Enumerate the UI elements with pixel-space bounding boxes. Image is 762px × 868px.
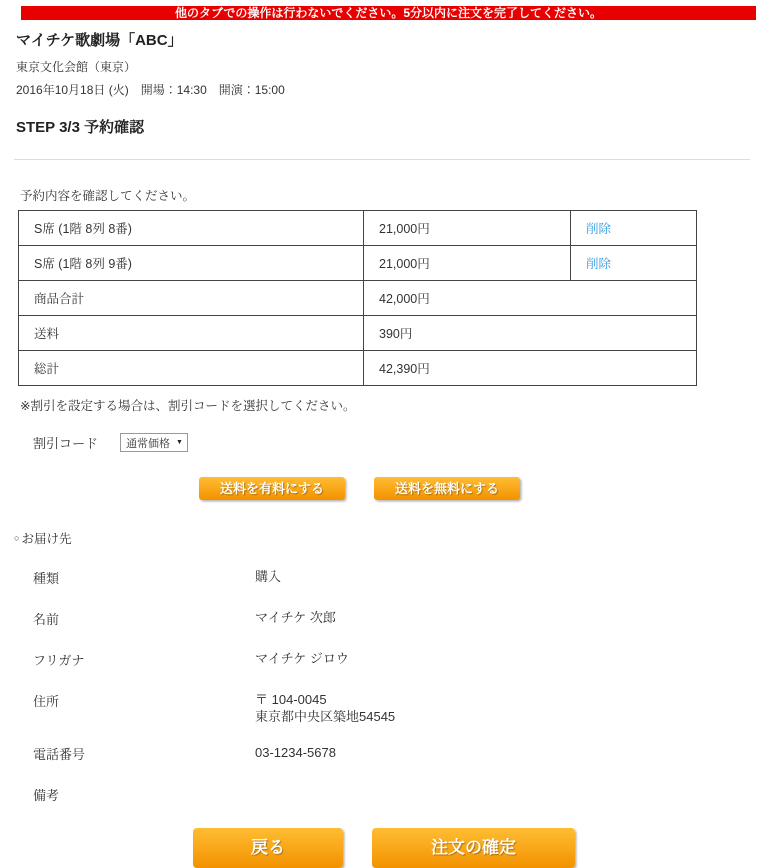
event-venue: 東京文化会館（東京）	[16, 60, 137, 74]
total-value: 42,390円	[364, 351, 697, 386]
shipping-label: 送料	[19, 316, 364, 351]
confirm-instruction: 予約内容を確認してください。	[20, 189, 196, 203]
postal-code: 〒 104-0045	[255, 692, 327, 707]
total-label: 総計	[19, 351, 364, 386]
subtotal-label: 商品合計	[19, 281, 364, 316]
seat-price: 21,000円	[364, 246, 571, 281]
field-label: 電話番号	[33, 747, 86, 762]
table-row-seat-1	[19, 211, 697, 246]
event-title: マイチケ歌劇場「ABC」	[16, 32, 183, 49]
seat-price: 21,000円	[364, 211, 571, 246]
field-label: 名前	[33, 612, 60, 627]
event-schedule: 2016年10月18日 (火) 開場：14:30 開演：15:00	[16, 83, 285, 97]
footer-buttons-row	[193, 828, 762, 868]
discount-code-selected-value: 通常価格	[126, 437, 171, 450]
delivery-fields	[33, 568, 762, 804]
chevron-down-icon: ▼	[176, 439, 183, 446]
table-row-shipping	[19, 316, 697, 351]
field-value: マイチケ ジロウ	[255, 651, 349, 666]
make-shipping-free-button[interactable]: 送料を無料にする	[374, 477, 520, 500]
seat-label: S席 (1階 8列 8番)	[19, 211, 364, 246]
reservation-confirmation-page	[0, 6, 762, 857]
field-row-remarks	[33, 785, 762, 804]
field-row-furigana	[33, 650, 762, 669]
field-value	[255, 691, 395, 725]
field-label: 種類	[33, 571, 60, 586]
subtotal-value: 42,000円	[364, 281, 697, 316]
field-value: マイチケ 次郎	[255, 610, 336, 625]
seat-label: S席 (1階 8列 9番)	[19, 246, 364, 281]
field-row-phone	[33, 744, 762, 763]
time-limit-alert-banner: 他のタブでの操作は行わないでください。5分以内に注文を完了してください。	[21, 6, 756, 20]
field-row-address	[33, 691, 762, 725]
shipping-buttons-row	[199, 477, 762, 500]
field-row-type	[33, 568, 762, 587]
confirm-order-button[interactable]: 注文の確定	[372, 828, 575, 868]
discount-note: ※割引を設定する場合は、割引コードを選択してください。	[20, 399, 356, 413]
step-heading: STEP 3/3 予約確認	[16, 119, 145, 136]
order-summary-table	[18, 210, 697, 386]
table-row-total	[19, 351, 697, 386]
back-button[interactable]: 戻る	[193, 828, 343, 868]
circle-bullet-icon: ○	[14, 533, 20, 543]
section-divider	[14, 159, 750, 160]
discount-code-row	[33, 433, 762, 452]
field-label: フリガナ	[33, 653, 85, 668]
discount-code-label: 割引コード	[33, 436, 99, 451]
field-value: 購入	[255, 569, 282, 584]
shipping-value: 390円	[364, 316, 697, 351]
table-row-seat-2	[19, 246, 697, 281]
field-label: 備考	[33, 788, 60, 803]
discount-code-select[interactable]	[120, 433, 188, 452]
field-row-name	[33, 609, 762, 628]
delete-seat-link[interactable]: 削除	[586, 222, 612, 236]
delivery-section-heading	[14, 529, 762, 547]
field-value: 03-1234-5678	[255, 745, 336, 760]
field-label: 住所	[33, 694, 60, 709]
address-line: 東京都中央区築地54545	[255, 709, 396, 724]
delivery-heading-label: お届け先	[21, 532, 72, 546]
delete-seat-link[interactable]: 削除	[586, 257, 612, 271]
table-row-subtotal	[19, 281, 697, 316]
make-shipping-paid-button[interactable]: 送料を有料にする	[199, 477, 345, 500]
